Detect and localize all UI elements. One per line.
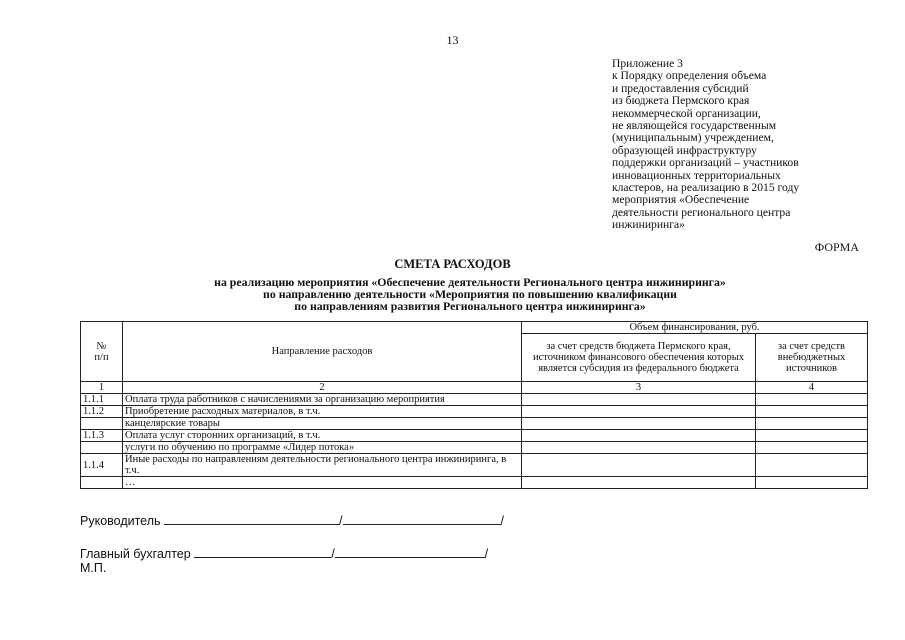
row-num [81,418,123,430]
appendix-line: (муниципальным) учреждением, [612,131,774,145]
col-number: 3 [522,382,756,394]
subtitle-line: по направлению деятельности «Мероприятия по повышению квалификации [263,287,677,301]
page-number: 13 [446,33,459,47]
appendix-line: инжиниринга» [612,218,685,232]
table-row [81,430,868,442]
row-budget-cell [522,454,756,477]
expense-table [80,321,868,489]
row-budget-cell [522,477,756,489]
row-extra-cell [756,406,868,418]
row-extra-cell [756,454,868,477]
appendix-line: и предоставления субсидий [612,81,749,95]
table-row [81,394,868,406]
row-num: 1.1.3 [81,430,123,442]
appendix-line: к Порядку определения объема [612,69,767,83]
appendix-line: кластеров, на реализацию в 2015 году [612,181,800,195]
table-row [81,418,868,430]
header-direction: Направление расходов [123,322,522,382]
document-title: СМЕТА РАСХОДОВ [394,257,511,271]
row-extra-cell [756,477,868,489]
slash: / [331,547,335,561]
row-budget-cell [522,418,756,430]
slash: / [339,514,343,528]
accountant-signature-line [80,545,488,561]
row-extra-cell [756,442,868,454]
row-num [81,442,123,454]
appendix-block [612,58,882,232]
document-subtitle [100,276,840,312]
col-number: 1 [81,382,123,394]
row-extra-cell [756,430,868,442]
row-text: Иные расходы по направлениям деятельности регионального центра инжиниринга, в т.ч. [123,454,522,477]
form-label: ФОРМА [814,240,859,254]
slash: / [484,547,489,561]
head-label: Руководитель [80,514,161,528]
row-budget-cell [522,406,756,418]
slash: / [500,514,504,528]
head-name-blank[interactable] [343,512,501,525]
head-signature-line [80,512,504,528]
appendix-line: инновационных территориальных [612,168,781,182]
header-num: № п/п [81,322,123,382]
accountant-label: Главный бухгалтер [80,547,191,561]
header-extra: за счет средств внебюджетных источников [756,334,868,382]
row-num: 1.1.1 [81,394,123,406]
row-budget-cell [522,442,756,454]
row-text: Оплата труда работников с начислениями за организацию мероприятия [123,394,522,406]
row-num [81,477,123,489]
appendix-line: из бюджета Пермского края [612,94,750,108]
table-row [81,442,868,454]
col-number: 4 [756,382,868,394]
accountant-name-blank[interactable] [335,545,485,558]
row-text: услуги по обучению по программе «Лидер потока» [123,442,522,454]
row-text: канцелярские товары [123,418,522,430]
subtitle-line: на реализацию мероприятия «Обеспечение деятельности Регионального центра инжиниринга» [214,275,726,289]
appendix-line: деятельности регионального центра [612,205,791,219]
appendix-line: мероприятия «Обеспечение [612,193,750,207]
header-budget: за счет средств бюджета Пермского края, источником финансового обеспечения которых является субсидия из федерального бюджета [522,334,756,382]
subtitle-line: по направлениям развития Регионального центра инжиниринга» [294,299,646,313]
appendix-line: некоммерческой организации, [612,106,761,120]
row-extra-cell [756,394,868,406]
row-num: 1.1.2 [81,406,123,418]
appendix-line: Приложение 3 [612,57,683,70]
appendix-line: не являющейся государственным [612,119,777,133]
appendix-line: образующей инфраструктуру [612,143,757,157]
accountant-signature-blank[interactable] [194,545,331,558]
head-signature-blank[interactable] [164,512,339,525]
row-budget-cell [522,394,756,406]
table-row [81,477,868,489]
row-extra-cell [756,418,868,430]
table-row [81,454,868,477]
stamp-label: М.П. [80,561,107,575]
row-text: … [123,477,522,489]
row-num: 1.1.4 [81,454,123,477]
appendix-line: поддержки организаций – участников [612,156,799,170]
header-funding: Объем финансирования, руб. [522,322,868,334]
col-number: 2 [123,382,522,394]
row-text: Оплата услуг сторонних организаций, в т.ч. [123,430,522,442]
row-text: Приобретение расходных материалов, в т.ч. [123,406,522,418]
table-row [81,406,868,418]
row-budget-cell [522,430,756,442]
